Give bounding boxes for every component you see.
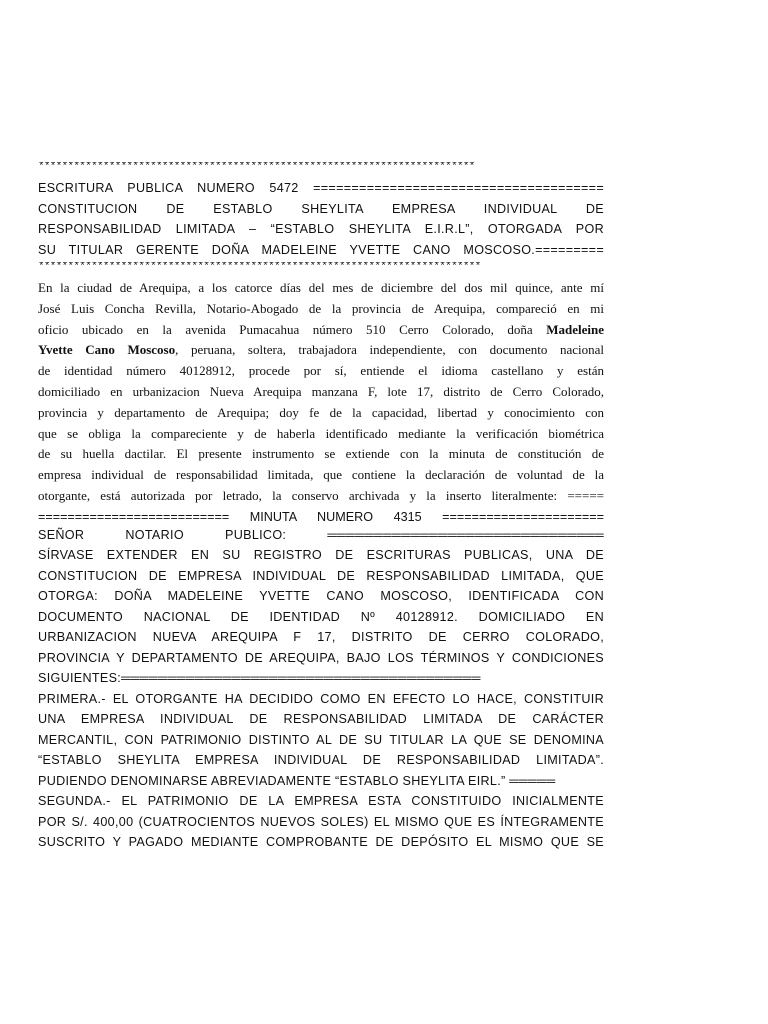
minuta-heading: ========================== MINUTA NUMERO 4315 ====================== [38,509,604,524]
minuta-line-16: SUSCRITO Y PAGADO MEDIANTE COMPROBANTE DE DEPÓSITO EL MISMO QUE SE [38,835,604,850]
client-name-bold-2: Yvette Cano Moscoso [38,342,176,358]
intro-line-10: empresa individual de responsabilidad limitada, que contiene la declaración de voluntad de la [38,467,604,483]
asterisk-divider-bottom: *************************************************************************** [38,262,481,273]
minuta-line-7: PROVINCIA Y DEPARTAMENTO DE AREQUIPA, BAJO LOS TÉRMINOS Y CONDICIONES [38,650,604,665]
minuta-line-11: MERCANTIL, CON PATRIMONIO DISTINTO AL DE SU TITULAR LA QUE SE DENOMINA [38,732,604,747]
intro-line-11: otorgante, está autorizada por letrado, la conservo archivada y la inserto literalmente: ===== [38,487,604,503]
minuta-line-9: PRIMERA.- EL OTORGANTE HA DECIDIDO COMO EN EFECTO LO HACE, CONSTITUIR [38,691,604,706]
intro-line-7: provincia y departamento de Arequipa; doy fe de la capacidad, libertad y conocimiento con [38,404,604,420]
minuta-line-3: CONSTITUCION DE EMPRESA INDIVIDUAL DE RESPONSABILIDAD LIMITADA, QUE [38,568,604,583]
intro-line-1: En la ciudad de Arequipa, a los catorce días del mes de diciembre del dos mil quince, ante mí [38,280,604,295]
deed-title-line-1: CONSTITUCION DE ESTABLO SHEYLITA EMPRESA INDIVIDUAL DE [38,201,604,216]
minuta-line-6: URBANIZACION NUEVA AREQUIPA F 17, DISTRITO DE CERRO COLORADO, [38,630,604,645]
document-body [38,160,604,853]
minuta-line-10: UNA EMPRESA INDIVIDUAL DE RESPONSABILIDAD LIMITADA DE CARÁCTER [38,712,604,727]
minuta-line-13: PUDIENDO DENOMINARSE ABREVIADAMENTE “ESTABLO SHEYLITA EIRL.” ═════ [38,773,556,788]
intro-line-4: Yvette Cano Moscoso, peruana, soltera, trabajadora independiente, con documento nacional [38,342,604,358]
minuta-line-12: “ESTABLO SHEYLITA EMPRESA INDIVIDUAL DE RESPONSABILIDAD LIMITADA”. [38,753,604,768]
deed-title-line-2: RESPONSABILIDAD LIMITADA – “ESTABLO SHEYLITA E.I.R.L”, OTORGADA POR [38,222,604,236]
intro-line-5: de identidad número 40128912, procede por sí, entiende el idioma castellano y están [38,363,604,379]
intro-line-6: domiciliado en urbanizacion Nueva Arequipa manzana F, lote 17, distrito de Cerro Colorado, [38,383,604,399]
minuta-line-14: SEGUNDA.- EL PATRIMONIO DE LA EMPRESA ESTA CONSTITUIDO INICIALMENTE [38,794,604,809]
minuta-line-2: SÍRVASE EXTENDER EN SU REGISTRO DE ESCRITURAS PUBLICAS, UNA DE [38,548,604,563]
deed-title-line-3: SU TITULAR GERENTE DOÑA MADELEINE YVETTE CANO MOSCOSO.========= [38,242,604,257]
minuta-line-8: SIGUIENTES:═══════════════════════════════════════ [38,671,481,686]
minuta-line-15: POR S/. 400,00 (CUATROCIENTOS NUEVOS SOLES) EL MISMO QUE ES ÍNTEGRAMENTE [38,814,604,829]
minuta-line-1: SEÑOR NOTARIO PUBLICO: ══════════════════════════════ [38,527,604,542]
intro-line-2: José Luis Concha Revilla, Notario-Abogado de la provincia de Arequipa, compareció en mi [38,300,604,316]
asterisk-divider-top: ************************************************************************** [38,162,475,173]
minuta-line-4: OTORGA: DOÑA MADELEINE YVETTE CANO MOSCOSO, IDENTIFICADA CON [38,589,604,604]
intro-line-9: de su huella dactilar. El presente instrumento se extiende con la minuta de constitución de [38,446,604,462]
intro-line-8: que se obliga la compareciente y de haberla identificado mediante la verificación biométrica [38,425,604,441]
client-name-bold-1: Madeleine [546,321,604,337]
deed-number-line: ESCRITURA PUBLICA NUMERO 5472 ====================================== [38,181,604,195]
minuta-line-5: DOCUMENTO NACIONAL DE IDENTIDAD Nº 40128912. DOMICILIADO EN [38,609,604,624]
intro-line-3: oficio ubicado en la avenida Pumacahua número 510 Cerro Colorado, doña Madeleine [38,321,604,337]
